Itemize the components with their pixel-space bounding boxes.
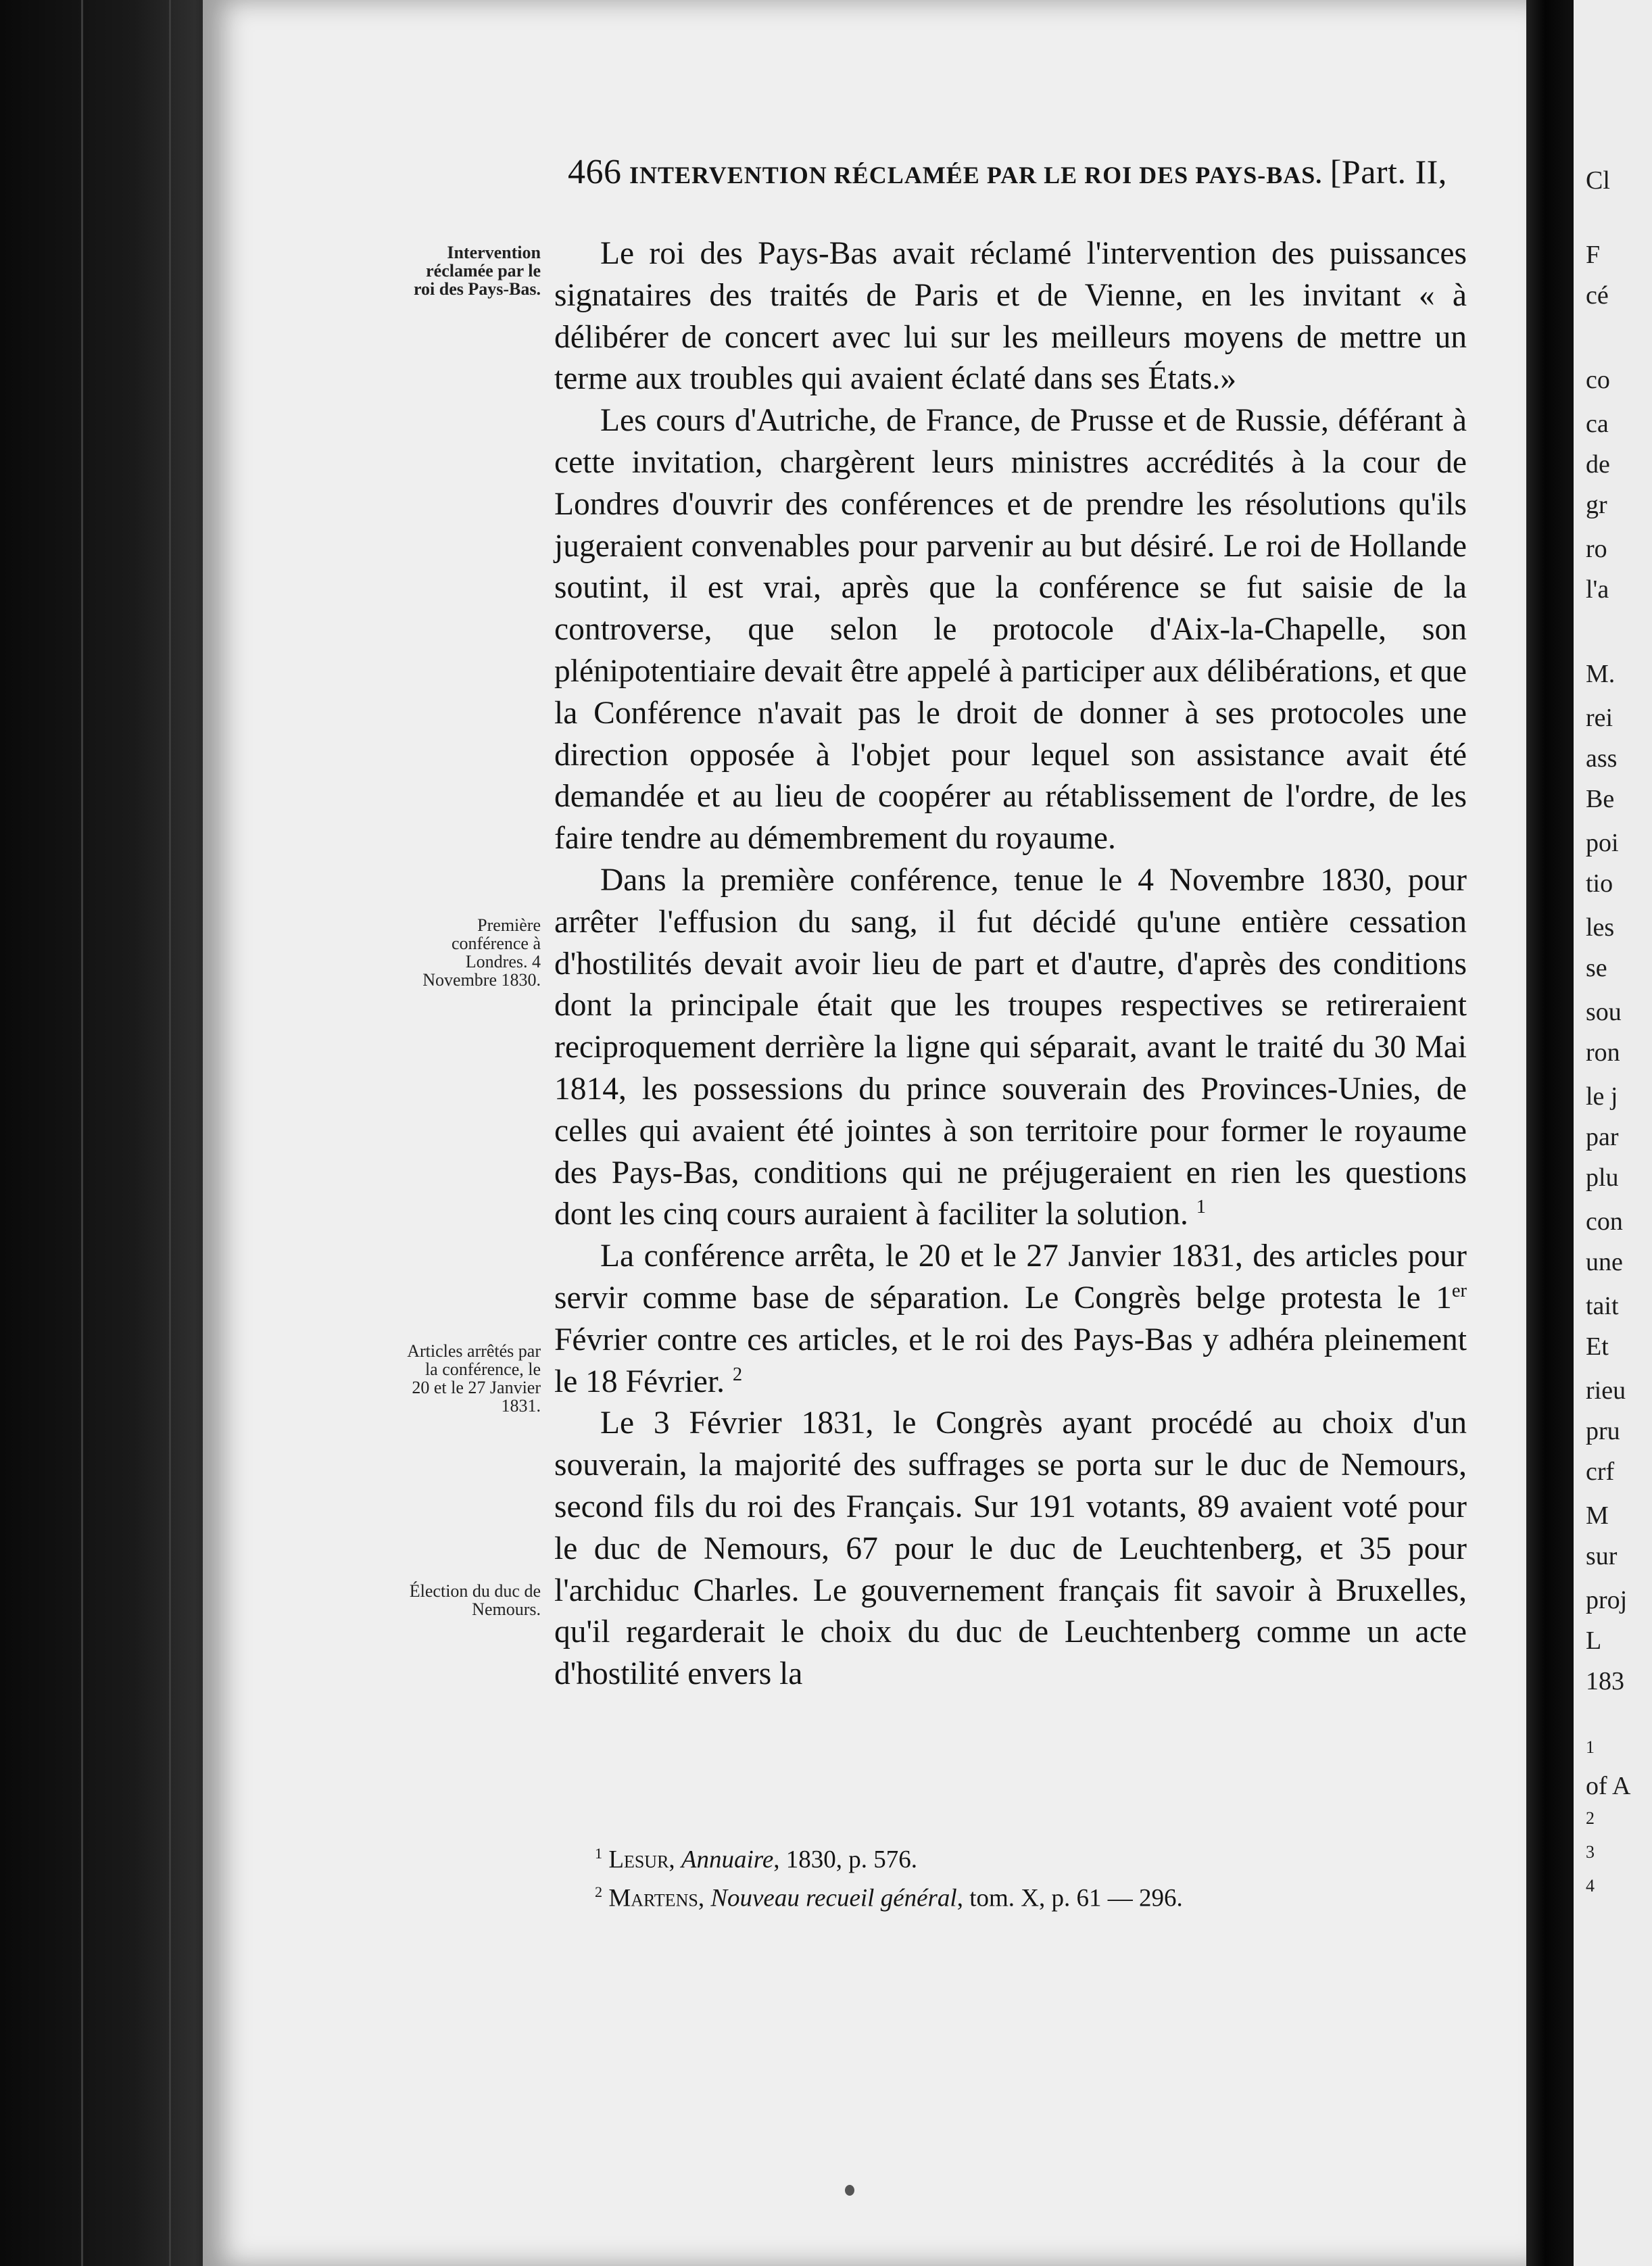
next-page-text: Be — [1586, 785, 1615, 813]
next-page-fragment — [1574, 0, 1652, 2266]
margin-note: Première conférence à Londres. 4 Novembre 1830. — [422, 915, 541, 990]
footnote-rest: , tom. X, p. 61 — 296. — [956, 1884, 1183, 1912]
next-page-text: crf — [1586, 1457, 1615, 1486]
next-page-text: ass — [1586, 744, 1618, 773]
next-page-text: M. — [1586, 660, 1615, 688]
next-page-text: le j — [1586, 1082, 1618, 1111]
margin-note: Articles arrêtés par la conférence, le 20 et le 27 Janvier 1831. — [407, 1341, 541, 1416]
next-page-text: co — [1586, 366, 1610, 394]
next-page-text: sur — [1586, 1542, 1618, 1570]
running-header — [568, 152, 1487, 192]
footnote-author: Martens — [608, 1884, 698, 1912]
part-label: [Part. II, — [1330, 153, 1447, 191]
footnote-ref: 1 — [1196, 1197, 1206, 1218]
next-page-text: l'a — [1586, 575, 1609, 604]
ink-spot — [845, 2185, 854, 2196]
footnote-work: Annuaire — [681, 1846, 774, 1874]
next-page-text: ron — [1586, 1038, 1620, 1067]
next-page-text: proj — [1586, 1586, 1628, 1614]
next-page-text: tio — [1586, 869, 1613, 898]
gutter-edge-line — [169, 0, 171, 2266]
next-page-text: 2 — [1586, 1808, 1595, 1828]
ordinal-sup: er — [1451, 1280, 1467, 1302]
paragraph: Le 3 Février 1831, le Congrès ayant procédé au choix d'un souverain, la majorité des suffrages se porta sur le duc de Nemours, second fils du roi des Français. Sur 191 votants, 89 avaient voté pour le duc de Nemours, 67 pour le duc de Leuchtenberg, et 35 pour l'archiduc Charles. Le gouvernement français fit savoir à Bruxelles, qu'il regarderait le choix du duc de Leuchtenberg comme un acte d'hostilité envers la — [554, 1405, 1467, 1692]
next-page-text: une — [1586, 1248, 1623, 1276]
margin-note: Élection du duc de Nemours. — [409, 1581, 541, 1619]
footnotes — [595, 1837, 1406, 1915]
next-page-text: Cl — [1586, 166, 1610, 195]
next-page-text: 4 — [1586, 1876, 1595, 1896]
next-page-text: rieu — [1586, 1376, 1626, 1405]
next-page-text: cé — [1586, 281, 1609, 310]
next-page-text: poi — [1586, 829, 1619, 857]
next-page-text: tait — [1586, 1292, 1619, 1320]
next-page-text: par — [1586, 1123, 1619, 1151]
next-page-text: gr — [1586, 491, 1607, 519]
footnote-marker: 1 — [595, 1845, 603, 1862]
next-page-text: les — [1586, 913, 1615, 942]
footnote-ref: 2 — [732, 1364, 743, 1385]
next-page-text: sou — [1586, 998, 1622, 1026]
next-page-text: Et — [1586, 1332, 1609, 1361]
margin-note: Intervention réclamée par le roi des Pays-Bas. — [413, 243, 541, 299]
next-page-text: 183 — [1586, 1667, 1624, 1695]
paragraph: La conférence arrêta, le 20 et le 27 Janvier 1831, des articles pour servir comme base de séparation. Le Congrès belge protesta le 1er Février contre ces articles, et le roi des Pays-Bas y adhéra pleinement le 18 Février. $^2$ — [554, 1238, 1467, 1399]
next-page-text: F — [1586, 241, 1601, 269]
footnote-rest: , 1830, p. 576. — [773, 1846, 917, 1874]
footnote-work: Nouveau recueil général — [710, 1884, 957, 1912]
footnote: $^1$ Lesur, Annuaire, 1830, p. 576. — [595, 1845, 917, 1874]
body-text — [554, 233, 1467, 1695]
next-page-text: con — [1586, 1207, 1623, 1236]
next-page-text: rei — [1586, 704, 1613, 732]
running-title: INTERVENTION RÉCLAMÉE PAR LE ROI DES PAYS-BAS. — [629, 162, 1323, 189]
next-page-text: 3 — [1586, 1842, 1595, 1862]
next-page-text: de — [1586, 450, 1610, 479]
paragraph: Le roi des Pays-Bas avait réclamé l'intervention des puissances signataires des traités de Paris et de Vienne, en les invitant « à délibérer de concert avec lui sur les meilleurs moyens de mettre un terme aux troubles qui avaient éclaté dans ses États.» — [554, 236, 1467, 397]
next-page-text: 1 — [1586, 1737, 1595, 1757]
next-page-text: of A — [1586, 1772, 1631, 1800]
next-page-text: ro — [1586, 535, 1607, 563]
paragraph: Dans la première conférence, tenue le 4 Novembre 1830, pour arrêter l'effusion du sang, il fut décidé qu'une entière cessation d'hostilités devait avoir lieu de part et d'autre, d'après des conditions dont la principale était que les troupes respectives se retireraient reciproquement derrière la ligne qui séparait, avant le traité du 30 Mai 1814, les possessions du prince souverain des Provinces-Unies, de celles qui avaient été jointes à son territoire pour former le royaume des Pays-Bas, conditions qui ne préjugeraient en rien les questions dont les cinq cours auraient à faciliter la solution. $^1$ — [554, 862, 1467, 1232]
page-divider — [1526, 0, 1574, 2266]
next-page-text: pru — [1586, 1417, 1620, 1445]
next-page-text: L — [1586, 1626, 1602, 1655]
next-page-text: se — [1586, 954, 1607, 982]
page-number: 466 — [568, 153, 622, 191]
footnote-author: Lesur — [608, 1846, 669, 1874]
next-page-text: M — [1586, 1501, 1609, 1530]
next-page-text: ca — [1586, 410, 1609, 438]
footnote-marker: 2 — [595, 1883, 603, 1901]
footnote: $^2$ Martens, Nouveau recueil général, tom. X, p. 61 — 296. — [595, 1883, 1183, 1912]
next-page-text: plu — [1586, 1163, 1619, 1192]
paragraph: Les cours d'Autriche, de France, de Prusse et de Russie, déférant à cette invitation, chargèrent leurs ministres accrédités à la cour de Londres d'ouvrir des conférences et de prendre les résolutions qu'ils jugeraient convenables pour parvenir au but désiré. Le roi de Hollande soutint, il est vrai, après que la conférence se fut saisie de la controverse, que selon le protocole d'Aix-la-Chapelle, son plénipotentiaire devait être appelé à participer aux délibérations, et que la Conférence n'avait pas le droit de donner à ses protocoles une direction opposée à l'objet pour lequel son assistance avait été demandée et au lieu de coopérer au rétablissement de l'ordre, de les faire tendre au démembrement du royaume. — [554, 403, 1467, 857]
gutter-edge-line — [81, 0, 83, 2266]
